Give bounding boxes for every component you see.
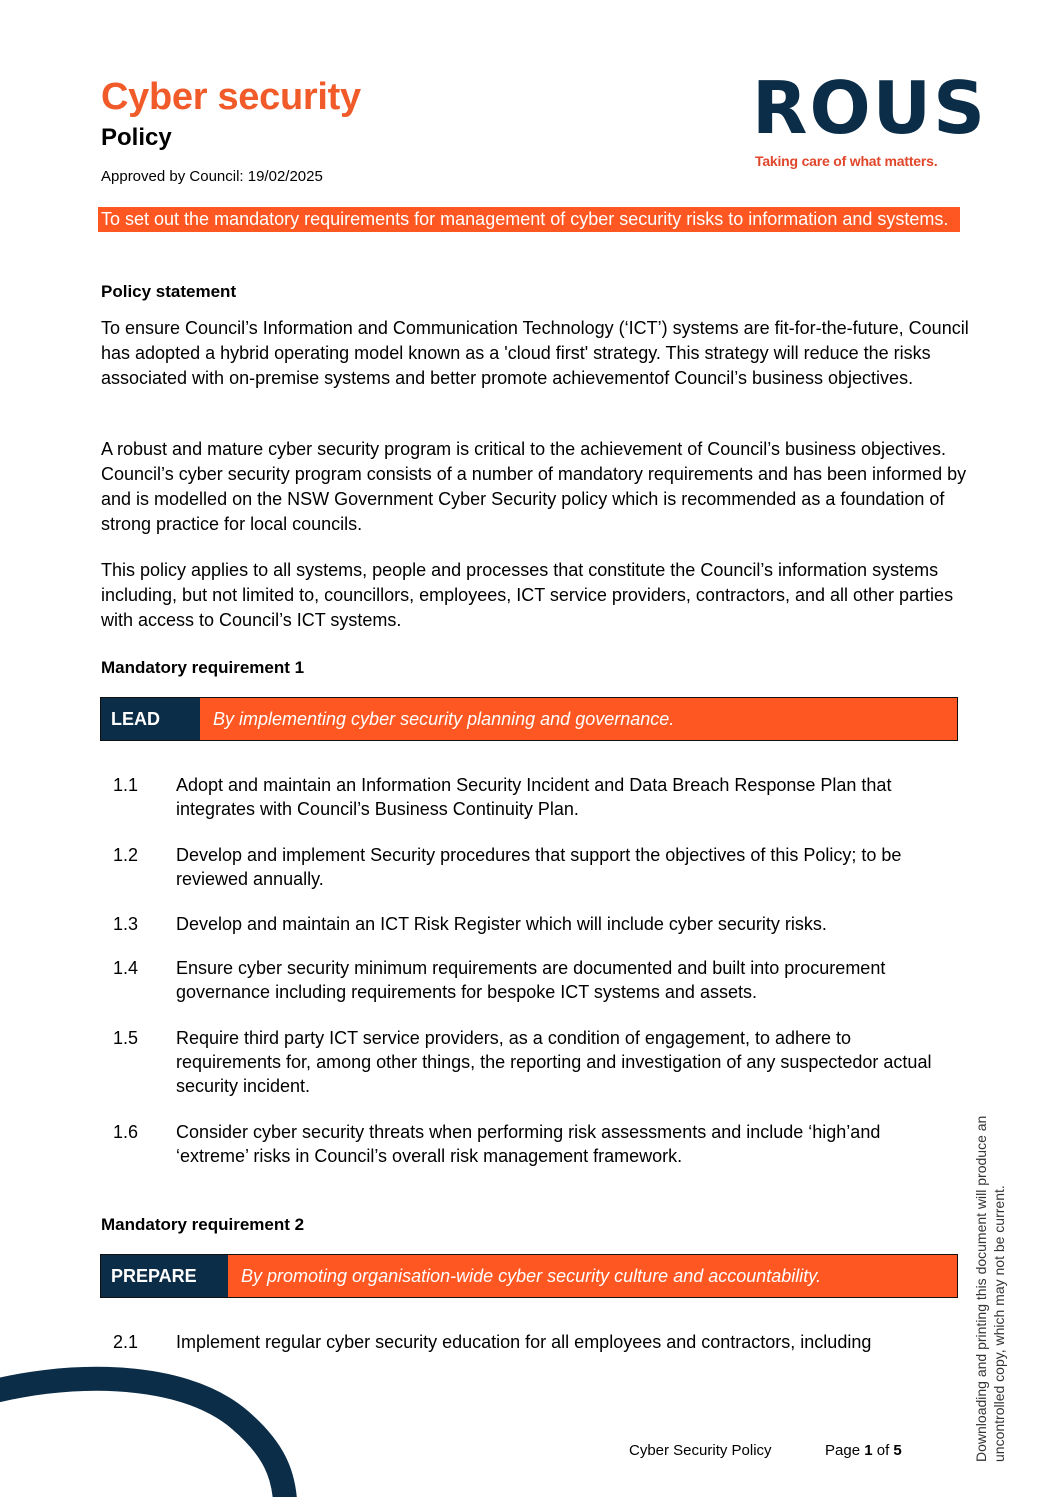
item-text: Consider cyber security threats when performing risk assessments and include ‘high’and ‘extreme’ risks in Council’s overall risk management framework.	[176, 1122, 881, 1166]
item-number: 1.2	[113, 845, 139, 865]
requirement-1-banner	[100, 697, 958, 741]
requirement-tag: LEAD	[101, 698, 200, 740]
requirement-item	[113, 956, 953, 1004]
item-text: Implement regular cyber security education for all employees and contractors, including	[176, 1332, 872, 1352]
item-text: Adopt and maintain an Information Security Incident and Data Breach Response Plan that integrates with Council’s Business Continuity Plan.	[176, 775, 892, 819]
purpose-banner: To set out the mandatory requirements for management of cyber security risks to information and systems.	[98, 207, 960, 232]
requirement-item	[113, 1120, 953, 1168]
requirement-item	[113, 843, 953, 891]
policy-statement-heading: Policy statement	[101, 282, 237, 301]
document-title: Cyber security	[101, 76, 361, 118]
requirement-2-heading: Mandatory requirement 2	[101, 1215, 305, 1234]
requirement-item	[113, 912, 953, 936]
item-number: 1.5	[113, 1028, 139, 1048]
requirement-item	[113, 773, 953, 821]
policy-paragraph: This policy applies to all systems, people and processes that constitute the Council’s information systems including, but not limited to, councillors, employees, ICT service providers, contractors, and all other parties with access to Council’s ICT systems.	[101, 560, 954, 630]
item-number: 1.1	[113, 775, 139, 795]
page-of: of	[876, 1442, 890, 1459]
notice-line: uncontrolled copy, which may not be current.	[991, 1185, 1007, 1462]
policy-paragraph: A robust and mature cyber security program is critical to the achievement of Council’s business objectives. Council’s cyber security program consists of a number of mandatory requirements and has been informed by and is modelled on the NSW Government Cyber Security policy which is recommended as a foundation of strong practice for local councils.	[101, 439, 967, 534]
approval-date: Approved by Council: 19/02/2025	[101, 168, 323, 185]
item-text: Develop and maintain an ICT Risk Register which will include cyber security risks.	[176, 914, 827, 934]
decorative-arc	[0, 1360, 320, 1497]
uncontrolled-copy-notice	[972, 1116, 1008, 1462]
logo-tagline: Taking care of what matters.	[755, 153, 938, 169]
requirement-2-banner	[100, 1254, 958, 1298]
footer-document-title: Cyber Security Policy	[629, 1442, 772, 1459]
item-number: 1.4	[113, 958, 139, 978]
page-total: 5	[893, 1442, 902, 1459]
page-current: 1	[864, 1442, 873, 1459]
item-number: 1.6	[113, 1122, 139, 1142]
page-label: Page	[825, 1442, 861, 1459]
rous-logo	[752, 66, 987, 176]
item-text: Develop and implement Security procedures that support the objectives of this Policy; to be reviewed annually.	[176, 845, 902, 889]
requirement-item	[113, 1330, 953, 1354]
item-number: 1.3	[113, 914, 139, 934]
document-subtitle: Policy	[101, 124, 172, 151]
item-number: 2.1	[113, 1332, 139, 1352]
logo-wordmark: ROUS	[752, 66, 987, 150]
policy-paragraph: To ensure Council’s Information and Communication Technology (‘ICT’) systems are fit-for-the-future, Council has adopted a hybrid operating model known as a 'cloud first' strategy. This strategy will reduce the risks associated with on-premise systems and better promote achievementof Council’s business objectives.	[101, 318, 969, 388]
item-text: Require third party ICT service providers, as a condition of engagement, to adhere to requirements for, among other things, the reporting and investigation of any suspectedor actual security incident.	[176, 1028, 932, 1096]
page-indicator	[825, 1442, 902, 1459]
requirement-tag: PREPARE	[101, 1255, 228, 1297]
requirement-item	[113, 1026, 953, 1098]
item-text: Ensure cyber security minimum requirements are documented and built into procurement governance including requirements for bespoke ICT systems and assets.	[176, 958, 886, 1002]
requirement-description: By implementing cyber security planning and governance.	[200, 698, 957, 740]
notice-line: Downloading and printing this document will produce an	[973, 1115, 989, 1462]
requirement-1-heading: Mandatory requirement 1	[101, 658, 305, 677]
requirement-description: By promoting organisation-wide cyber security culture and accountability.	[228, 1255, 957, 1297]
